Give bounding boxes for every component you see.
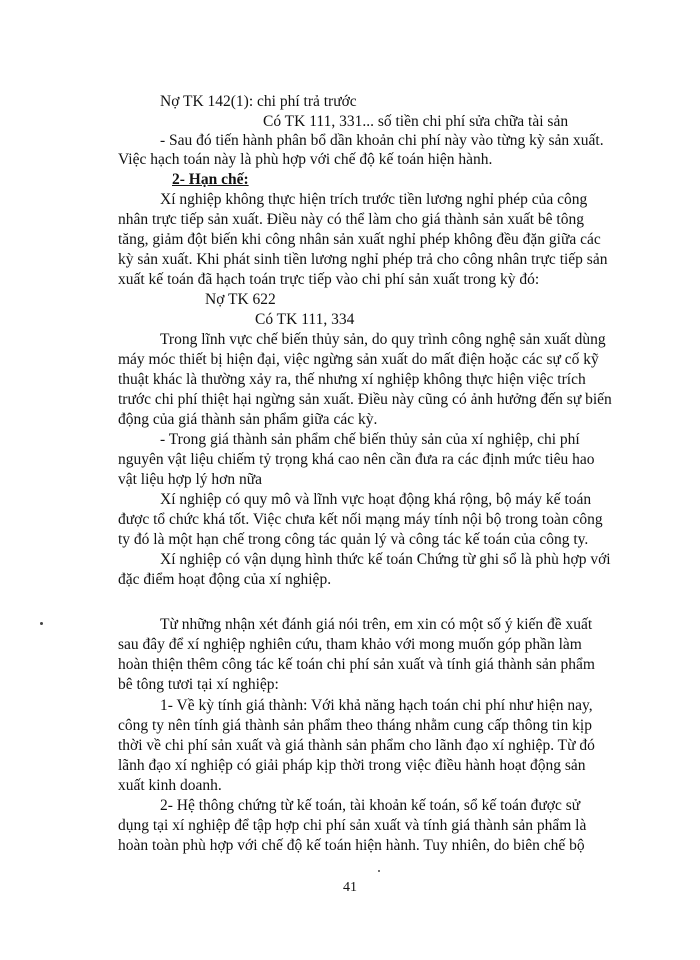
paragraph-line: công ty nên tính giá thành sản phẩm theo tháng nhằm cung cấp thông tin kịp bbox=[118, 717, 592, 734]
paragraph-line: hoàn thiện thêm công tác kế toán chi phí sản xuất và tính giá thành sản phẩm bbox=[118, 656, 595, 673]
paragraph-line: kỳ sản xuất. Khi phát sinh tiền lương nghỉ phép trả cho công nhân trực tiếp sản bbox=[118, 251, 608, 268]
paragraph-line: trước chi phí thiệt hại ngừng sản xuất. Điều này cũng có ảnh hưởng đến sự biến bbox=[118, 391, 612, 408]
paragraph-line: dụng tại xí nghiệp để tập hợp chi phí sản xuất và tính giá thành sản phẩm là bbox=[118, 817, 587, 834]
paragraph-line: hoàn toàn phù hợp với chế độ kế toán hiện hành. Tuy nhiên, do biên chế bộ bbox=[118, 837, 585, 854]
paragraph-line: được tổ chức khá tốt. Việc chưa kết nối mạng máy tính nội bộ trong toàn công bbox=[118, 511, 603, 528]
paragraph-line: Từ những nhận xét đánh giá nói trên, em xin có một số ý kiến đề xuất bbox=[160, 616, 593, 633]
paragraph-line: Xí nghiệp không thực hiện trích trước tiền lương nghỉ phép của công bbox=[160, 191, 588, 208]
journal-entry-credit: Có TK 111, 334 bbox=[255, 311, 355, 328]
paragraph-line: thời về chi phí sản xuất và giá thành sản phẩm cho lãnh đạo xí nghiệp. Từ đó bbox=[118, 737, 595, 754]
paragraph-line: bê tông tươi tại xí nghiệp: bbox=[118, 676, 279, 693]
paragraph-line: Việc hạch toán này là phù hợp với chế độ kế toán hiện hành. bbox=[118, 151, 493, 168]
journal-entry-credit: Có TK 111, 331... số tiền chi phí sửa chữa tài sản bbox=[263, 113, 569, 130]
paragraph-line: xuất kế toán đã hạch toán trực tiếp vào chi phí sản xuất trong kỳ đó: bbox=[118, 271, 540, 288]
journal-entry-debit: Nợ TK 142(1): chi phí trả trước bbox=[160, 93, 357, 110]
section-heading: 2- Hạn chế: bbox=[172, 171, 249, 188]
paragraph-line: - Sau đó tiến hành phân bổ dần khoản chi phí này vào từng kỳ sản xuất. bbox=[160, 132, 604, 149]
page-number: 41 bbox=[343, 880, 357, 895]
paragraph-line: Xí nghiệp có vận dụng hình thức kế toán Chứng từ ghi sổ là phù hợp với bbox=[160, 551, 611, 568]
paragraph-line: máy móc thiết bị hiện đại, việc ngừng sản xuất do mất điện hoặc các sự cố kỹ bbox=[118, 351, 599, 368]
scan-speck bbox=[40, 622, 43, 625]
paragraph-line: nhân trực tiếp sản xuất. Điều này có thể làm cho giá thành sản xuất bê tông bbox=[118, 211, 584, 228]
journal-entry-debit: Nợ TK 622 bbox=[205, 291, 276, 308]
paragraph-line: vật liệu hợp lý hơn nữa bbox=[118, 471, 263, 488]
paragraph-line: lãnh đạo xí nghiệp có giải pháp kịp thời trong việc điều hành hoạt động sản bbox=[118, 757, 586, 774]
paragraph-line: thuật khác là thường xảy ra, thế nhưng xí nghiệp không thực hiện việc trích bbox=[118, 371, 586, 388]
paragraph-line: sau đây để xí nghiệp nghiên cứu, tham khảo với mong muốn góp phần làm bbox=[118, 636, 582, 653]
paragraph-line: 1- Về kỳ tính giá thành: Với khả năng hạch toán chi phí như hiện nay, bbox=[160, 697, 593, 714]
paragraph-line: 2- Hệ thông chứng từ kế toán, tài khoản kế toán, sổ kế toán được sử bbox=[160, 797, 581, 814]
paragraph-line: tăng, giảm đột biến khi công nhân sản xuất nghỉ phép không đều đặn giữa các bbox=[118, 231, 601, 248]
paragraph-line: đặc điểm hoạt động của xí nghiệp. bbox=[118, 571, 332, 588]
paragraph-line: - Trong giá thành sản phẩm chế biến thủy sản của xí nghiệp, chi phí bbox=[160, 431, 580, 448]
paragraph-line: nguyên vật liệu chiếm tỷ trọng khá cao nên cần đưa ra các định mức tiêu hao bbox=[118, 451, 595, 468]
paragraph-line: động của giá thành sản phẩm giữa các kỳ. bbox=[118, 411, 378, 428]
paragraph-line: ty đó là một hạn chế trong công tác quản lý và công tác kế toán của công ty. bbox=[118, 531, 589, 548]
paragraph-line: Trong lĩnh vực chế biến thủy sản, do quy trình công nghệ sản xuất dùng bbox=[160, 331, 606, 348]
scan-speck bbox=[378, 870, 380, 872]
paragraph-line: Xí nghiệp có quy mô và lĩnh vực hoạt động khá rộng, bộ máy kế toán bbox=[160, 491, 592, 508]
paragraph-line: xuất kinh doanh. bbox=[118, 777, 222, 794]
